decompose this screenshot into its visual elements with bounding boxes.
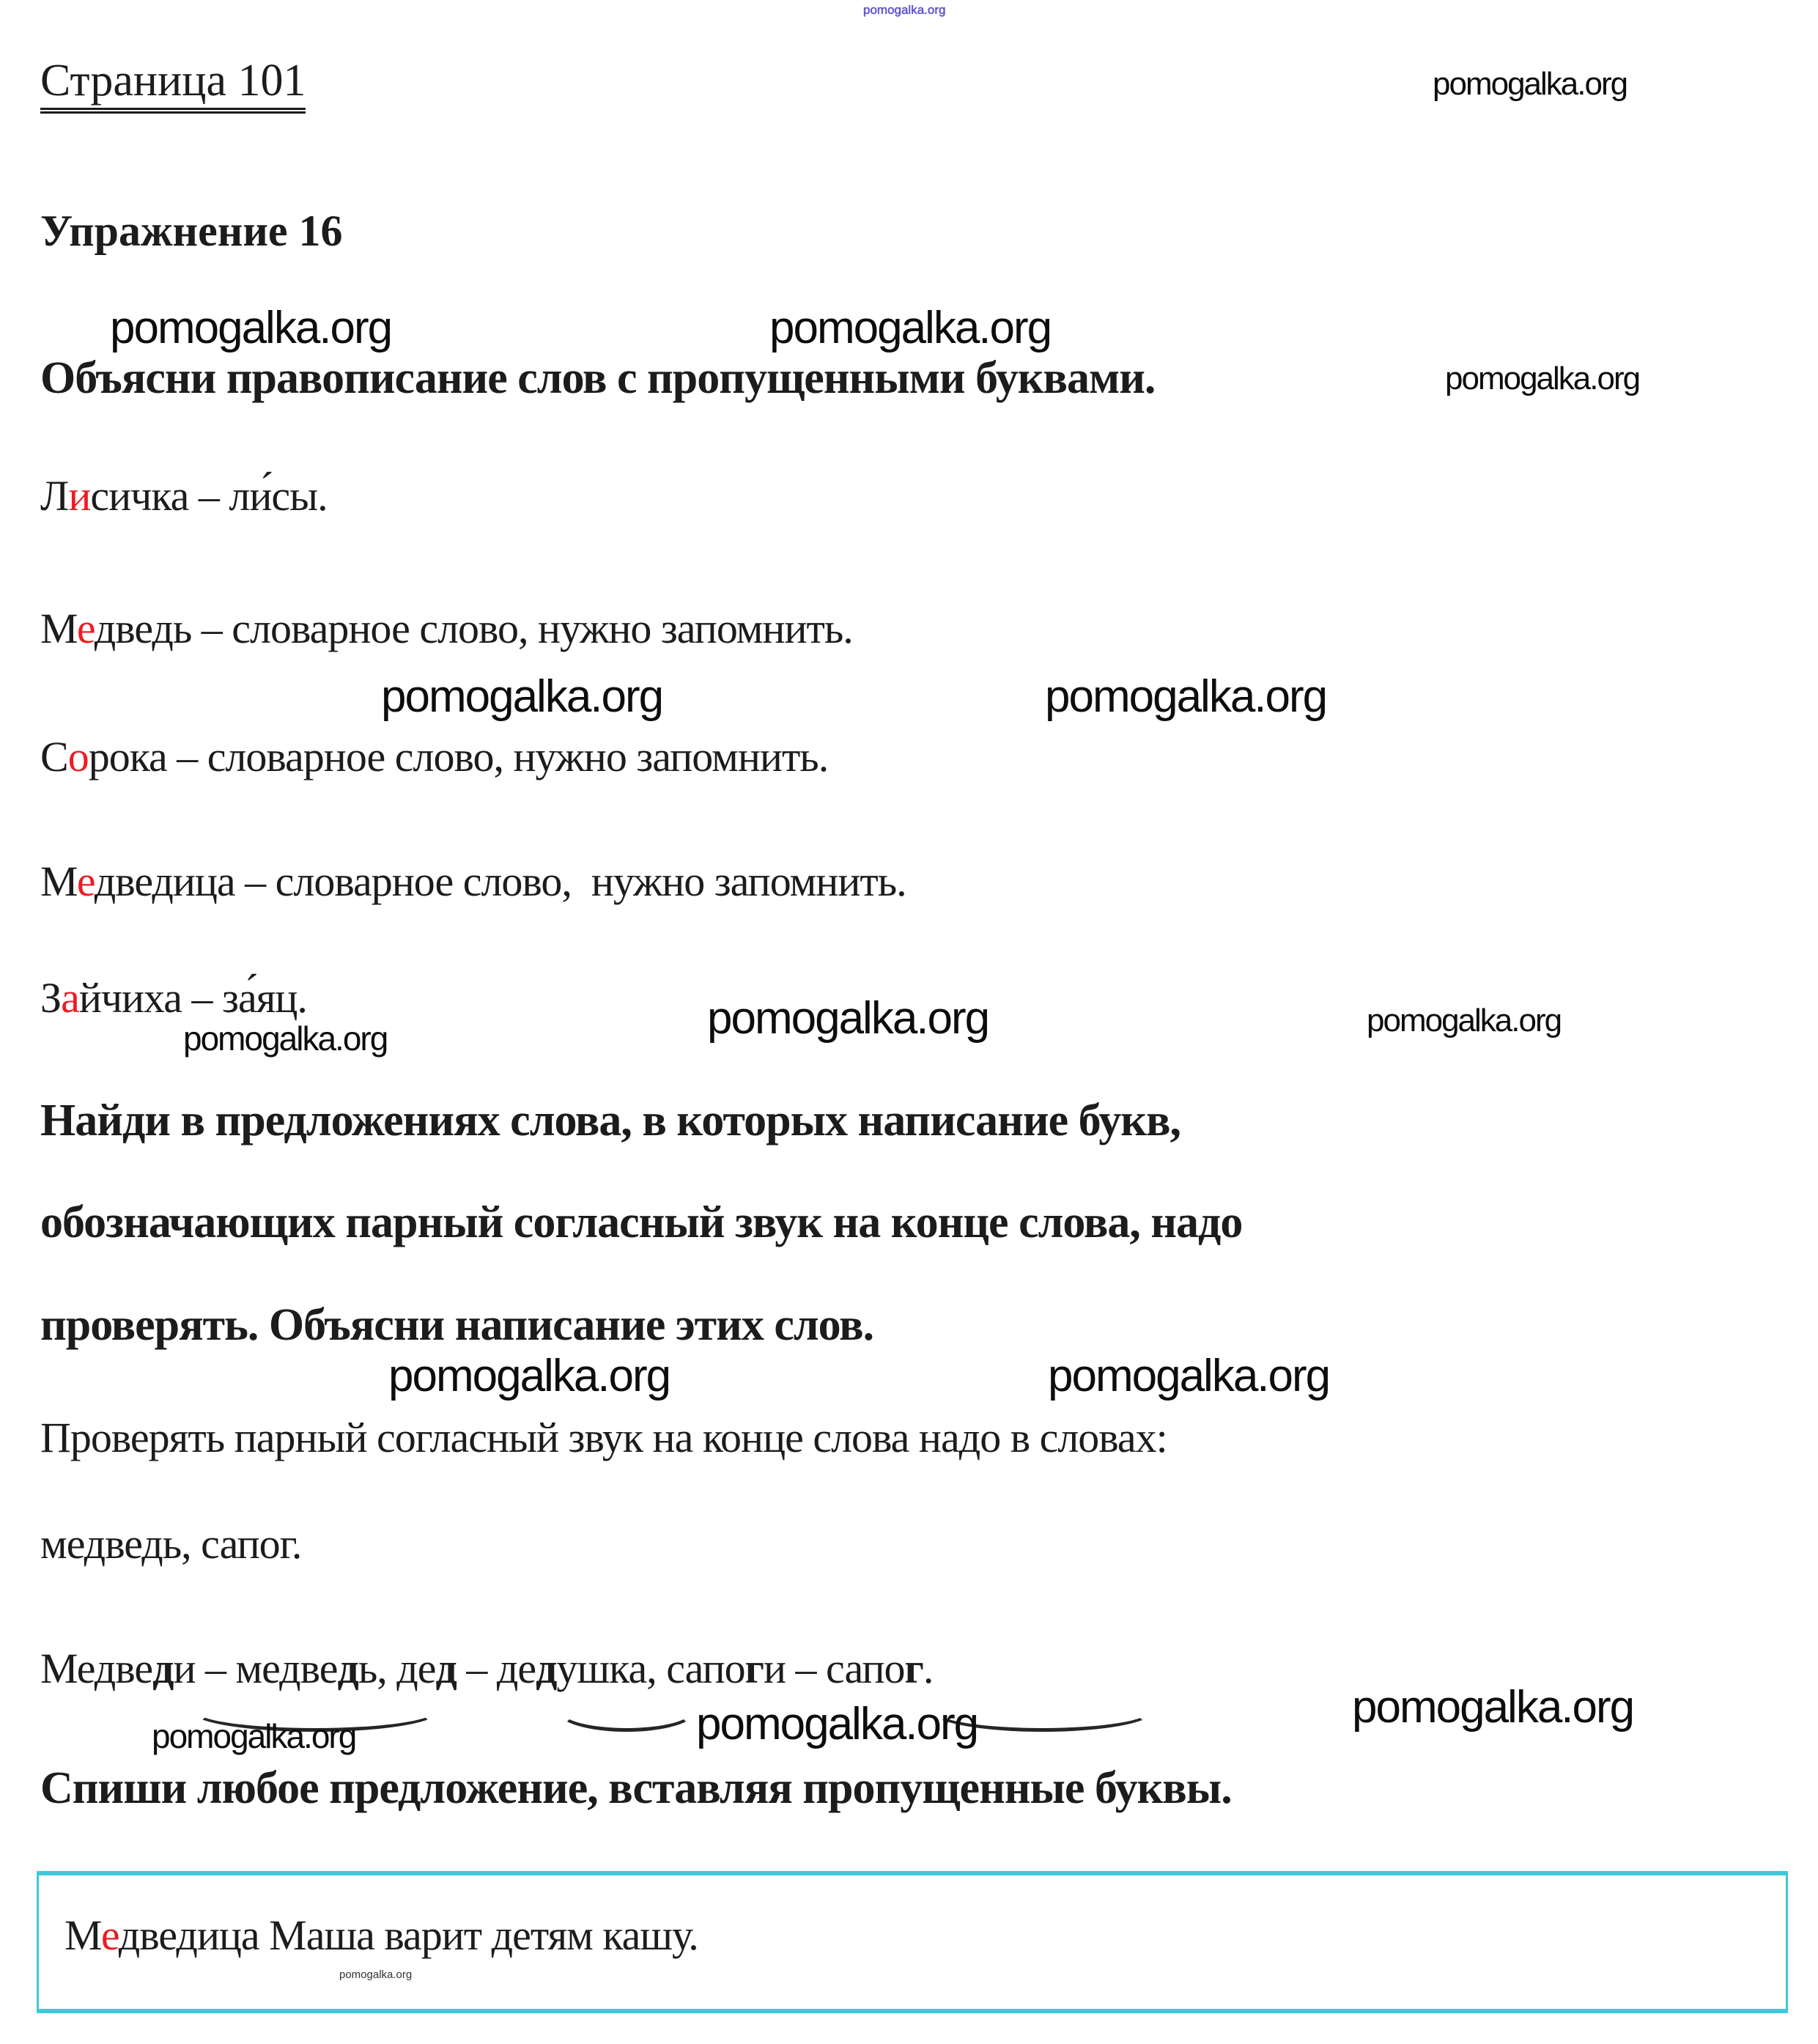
page-title: Страница 101 <box>40 56 306 114</box>
task-2-answer-line-1: Проверять парный согласный звук на конце слова надо в словах: <box>40 1414 1167 1461</box>
watermark: pomogalka.org <box>388 1351 670 1401</box>
task-2-answer-line-2: медведь, сапог. <box>40 1520 302 1568</box>
answer-medved: Медведь – словарное слово, нужно запомнить. <box>40 605 853 652</box>
answer-zaychiha: Зайчиха – за́яц. <box>40 974 307 1022</box>
watermark: pomogalka.org <box>1045 671 1327 722</box>
watermark: pomogalka.org <box>1048 1351 1330 1401</box>
task-2-instruction-line-1: Найди в предложениях слова, в которых написание букв, <box>40 1096 1180 1145</box>
pair-arc-ded <box>557 1689 696 1732</box>
watermark: pomogalka.org <box>110 303 392 353</box>
watermark: pomogalka.org <box>152 1717 356 1755</box>
watermark: pomogalka.org <box>183 1019 388 1058</box>
watermark: pomogalka.org <box>769 303 1052 353</box>
watermark: pomogalka.org <box>1445 361 1640 396</box>
task-3-answer: Медведица Маша варит детям кашу. <box>64 1911 698 1959</box>
task-1-instruction: Объясни правописание слов с пропущенными буквами. <box>40 353 1156 403</box>
watermark: pomogalka.org <box>381 671 663 722</box>
watermark: pomogalka.org <box>707 993 989 1044</box>
watermark: pomogalka.org <box>1352 1682 1634 1733</box>
task-2-pairs-line: Медведи – медведь, дед – дедушка, сапоги – сапог. <box>40 1645 934 1692</box>
task-2-instruction-line-3: проверять. Объясни написание этих слов. <box>40 1300 874 1350</box>
watermark-box: pomogalka.org <box>339 1969 413 1981</box>
task-2-instruction-line-2: обозначающих парный согласный звук на конце слова, надо <box>40 1198 1243 1247</box>
answer-box <box>37 1871 1788 2013</box>
watermark: pomogalka.org <box>696 1699 978 1749</box>
watermark-top: pomogalka.org <box>863 3 946 17</box>
watermark: pomogalka.org <box>1367 1003 1562 1038</box>
exercise-title: Упражнение 16 <box>40 207 343 255</box>
task-3-instruction: Спиши любое предложение, вставляя пропущенные буквы. <box>40 1763 1232 1813</box>
answer-lisichka: Лисичка – ли́сы. <box>40 472 328 520</box>
answer-soroka: Сорока – словарное слово, нужно запомнить. <box>40 733 829 781</box>
answer-medvedica: Медведица – словарное слово, нужно запомнить. <box>40 857 906 905</box>
watermark-top-right: pomogalka.org <box>1433 66 1627 102</box>
